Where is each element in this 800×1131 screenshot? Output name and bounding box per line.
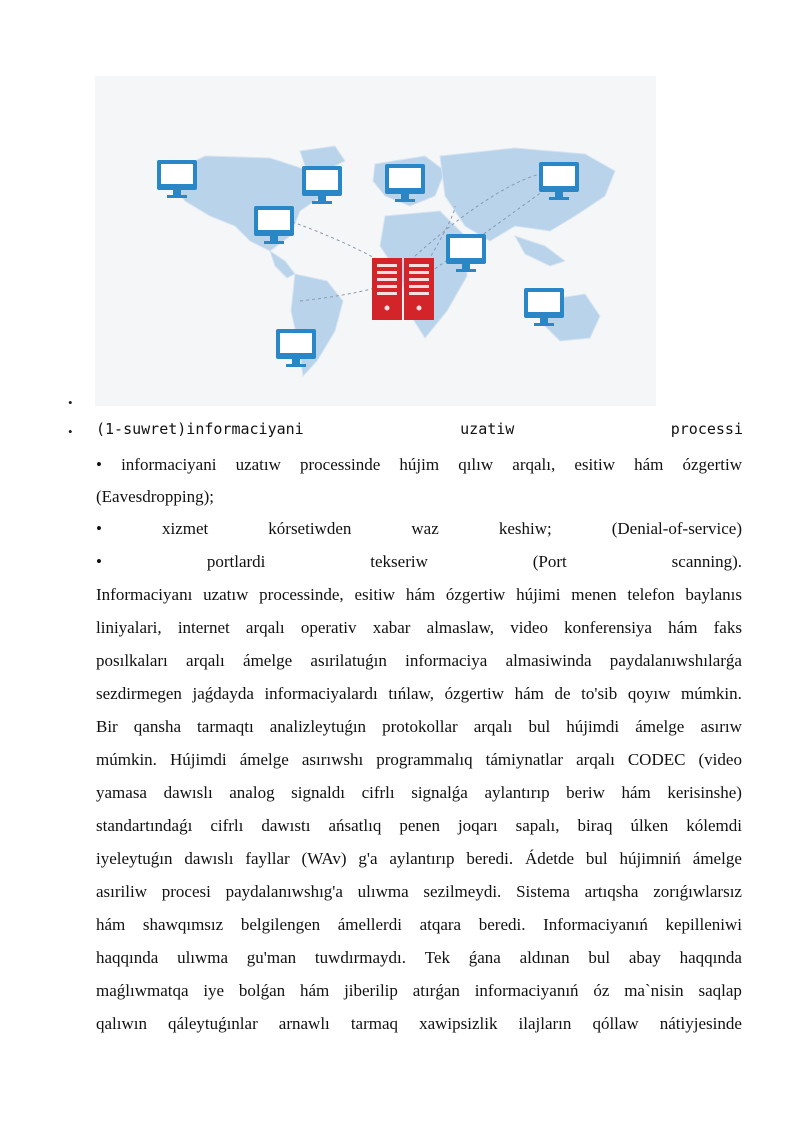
- word: operativ: [300, 618, 357, 637]
- word: portlardi: [206, 552, 266, 571]
- word: scanning).: [671, 552, 742, 571]
- word: qáleytuǵınlar: [168, 1014, 258, 1033]
- word: úlken: [630, 816, 669, 835]
- word: ulıwma: [357, 882, 409, 901]
- word: shawqımsız: [142, 915, 224, 934]
- paragraph-line: [96, 882, 742, 902]
- word: kólemdi: [686, 816, 742, 835]
- word: hám: [621, 783, 651, 802]
- paragraph-line: [96, 948, 742, 968]
- word: de: [554, 684, 571, 703]
- word: protokollar: [382, 717, 458, 736]
- word: paydalanıwshılarǵa: [609, 651, 742, 670]
- word: dawıslı: [163, 783, 213, 802]
- word: ulıwma: [177, 948, 229, 967]
- word: saqlap: [698, 981, 742, 1000]
- word: iyeleytuǵın: [96, 849, 173, 868]
- word: uzatiw: [460, 420, 515, 438]
- word: bul: [585, 849, 608, 868]
- word: hújimi: [516, 585, 561, 604]
- word: xizmet: [161, 519, 209, 538]
- word: ózgertiw: [444, 684, 505, 703]
- word: informaciya: [405, 651, 488, 670]
- word: menen: [571, 585, 617, 604]
- word: abay: [628, 948, 661, 967]
- word: •: [96, 455, 102, 474]
- central-america-shape: [270, 251, 295, 278]
- word: hám: [634, 455, 664, 474]
- word: hám: [299, 981, 330, 1000]
- paragraph-line: [96, 981, 742, 1001]
- network-figure: [95, 76, 656, 406]
- word: arqalı,: [512, 455, 556, 474]
- word: esitiw: [354, 585, 396, 604]
- paragraph-line: [96, 915, 742, 935]
- word: analog: [229, 783, 275, 802]
- word: signaldı: [291, 783, 345, 802]
- word: asırıwshı: [301, 750, 364, 769]
- word: asırilatuǵın: [310, 651, 387, 670]
- word: signalǵa: [411, 783, 468, 802]
- word: asıriliw: [96, 882, 147, 901]
- figure-caption: [96, 420, 743, 438]
- word: ámelge: [243, 651, 293, 670]
- word: (1-suwret)informaciyani: [96, 420, 304, 438]
- word: internet: [177, 618, 230, 637]
- word: ańsatlıq: [328, 816, 382, 835]
- word: maǵlıwmatqa: [96, 981, 189, 1000]
- word: bul: [528, 717, 551, 736]
- word: cifrlı: [210, 816, 244, 835]
- bullet-denial-of-service: [96, 519, 742, 539]
- word: qoyıw: [627, 684, 671, 703]
- word: támiynatlar: [485, 750, 564, 769]
- bullet-port-scanning: [96, 552, 742, 572]
- word: xabar: [372, 618, 411, 637]
- word: uzatıw: [203, 585, 249, 604]
- paragraph-line: [96, 1014, 742, 1034]
- word: óz: [593, 981, 610, 1000]
- paragraph-line: [96, 717, 742, 737]
- word: liniyalari,: [96, 618, 162, 637]
- word: hám: [96, 915, 126, 934]
- word: penen: [399, 816, 440, 835]
- word: haqqında: [679, 948, 742, 967]
- word: esitiw: [574, 455, 615, 474]
- word: belgilengen: [240, 915, 321, 934]
- word: iye: [203, 981, 225, 1000]
- word: cifrlı: [361, 783, 395, 802]
- word: kepilleniwi: [665, 915, 742, 934]
- word: múmkin.: [680, 684, 742, 703]
- word: waz: [411, 519, 439, 538]
- paragraph-line: [96, 783, 742, 803]
- bullet-eavesdropping-cont: (Eavesdropping);: [96, 487, 215, 506]
- paragraph-line: [96, 618, 742, 638]
- word: standartındaǵı: [96, 816, 193, 835]
- word: ámelge: [635, 717, 685, 736]
- world-map-illustration: [95, 76, 656, 406]
- paragraph-line: [96, 849, 742, 869]
- word: qılıw: [458, 455, 494, 474]
- word: jaǵdayda: [192, 684, 254, 703]
- word: arqalı: [473, 717, 513, 736]
- paragraph-line: [96, 651, 742, 671]
- word: sapalı,: [515, 816, 560, 835]
- word: CODEC: [627, 750, 686, 769]
- word: uzatıw: [235, 455, 281, 474]
- word: processi: [670, 420, 743, 438]
- word: xawipsizlik: [419, 1014, 498, 1033]
- word: dawıstı: [261, 816, 311, 835]
- word: informaciyani: [121, 455, 217, 474]
- word: paydalanıwshıg'a: [225, 882, 343, 901]
- word: video: [510, 618, 548, 637]
- word: jiberilip: [344, 981, 398, 1000]
- word: tarmaqtı: [197, 717, 254, 736]
- word: qalıwın: [96, 1014, 147, 1033]
- word: sezilmeydi.: [423, 882, 502, 901]
- word: beredi.: [466, 849, 514, 868]
- asia-shape: [440, 148, 615, 241]
- word: Informaciyanı: [96, 585, 193, 604]
- paragraph-line: [96, 750, 742, 770]
- word: beriw: [566, 783, 605, 802]
- word: Sistema: [516, 882, 570, 901]
- word: arqalı: [245, 618, 285, 637]
- word: informaciyanıń: [474, 981, 579, 1000]
- word: Informaciyanıń: [543, 915, 648, 934]
- word: •: [96, 519, 102, 538]
- word: posılkaları: [96, 651, 168, 670]
- word: Ádetde: [524, 849, 575, 868]
- word: programmalıq: [376, 750, 473, 769]
- word: Tek: [424, 948, 450, 967]
- word: processinde,: [259, 585, 344, 604]
- word: gu'man: [246, 948, 297, 967]
- word: (Port: [532, 552, 567, 571]
- southeast-asia-shape: [515, 236, 565, 266]
- paragraph-line: [96, 816, 742, 836]
- word: almasiwinda: [505, 651, 592, 670]
- word: (Denial-of-service): [611, 519, 742, 538]
- word: biraq: [577, 816, 613, 835]
- word: tekseriw: [370, 552, 428, 571]
- word: ózgertiw: [445, 585, 506, 604]
- word: ǵana: [468, 948, 501, 967]
- word: múmkin.: [96, 750, 157, 769]
- word: sezdirmegen: [96, 684, 182, 703]
- word: ámellerdi: [337, 915, 402, 934]
- word: artıqsha: [584, 882, 639, 901]
- word: baylanıs: [685, 585, 742, 604]
- word: tıńlaw,: [388, 684, 434, 703]
- word: hújimdi: [566, 717, 620, 736]
- word: kerisinshe): [667, 783, 742, 802]
- word: bul: [588, 948, 611, 967]
- word: aldınan: [519, 948, 570, 967]
- word: Bir: [96, 717, 118, 736]
- word: hám: [514, 684, 544, 703]
- word: informaciyalardı: [264, 684, 378, 703]
- word: g'a: [358, 849, 378, 868]
- word: procesi: [161, 882, 211, 901]
- paragraph-line: [96, 684, 742, 704]
- word: qóllaw: [592, 1014, 639, 1033]
- word: aylantırıp: [484, 783, 550, 802]
- word: arqalı: [576, 750, 615, 769]
- word: (WAv): [301, 849, 347, 868]
- word: hám: [405, 585, 436, 604]
- word: Hújimdi: [169, 750, 227, 769]
- empty-bullet: •: [68, 395, 73, 410]
- word: keshiw;: [498, 519, 552, 538]
- word: •: [96, 552, 102, 571]
- word: kórsetiwden: [268, 519, 352, 538]
- word: ma`nisin: [624, 981, 684, 1000]
- word: dawıslı: [184, 849, 234, 868]
- word: hújim: [399, 455, 440, 474]
- word: arqalı: [186, 651, 225, 670]
- word: atırǵan: [412, 981, 460, 1000]
- word: konferensiya: [564, 618, 652, 637]
- word: faks: [713, 618, 742, 637]
- word: bolǵan: [238, 981, 286, 1000]
- word: nátiyjesinde: [659, 1014, 742, 1033]
- word: ózgertiw: [682, 455, 742, 474]
- word: haqqında: [96, 948, 159, 967]
- word: processinde: [300, 455, 381, 474]
- word: tuwdırmaydı.: [314, 948, 407, 967]
- word: ámelge: [239, 750, 289, 769]
- word: atqara: [419, 915, 462, 934]
- word: hújimniń: [619, 849, 681, 868]
- word: hám: [668, 618, 698, 637]
- word: almaslaw,: [426, 618, 495, 637]
- word: qansha: [133, 717, 181, 736]
- word: arnawlı: [278, 1014, 330, 1033]
- word: fayllar: [245, 849, 290, 868]
- paragraph-line: [96, 585, 742, 605]
- word: analizleytuǵın: [269, 717, 367, 736]
- word: telefon: [627, 585, 675, 604]
- word: (video: [698, 750, 742, 769]
- word: joqarı: [457, 816, 498, 835]
- word: aylantırıp: [389, 849, 455, 868]
- word: ámelge: [692, 849, 742, 868]
- caption-bullet: •: [68, 424, 73, 439]
- bullet-eavesdropping: [96, 455, 742, 475]
- word: ilajların: [518, 1014, 572, 1033]
- word: yamasa: [96, 783, 147, 802]
- word: zorıǵıwlarsız: [653, 882, 742, 901]
- word: beredi.: [478, 915, 526, 934]
- word: asırıw: [700, 717, 742, 736]
- word: tarmaq: [350, 1014, 399, 1033]
- word: to'sib: [581, 684, 618, 703]
